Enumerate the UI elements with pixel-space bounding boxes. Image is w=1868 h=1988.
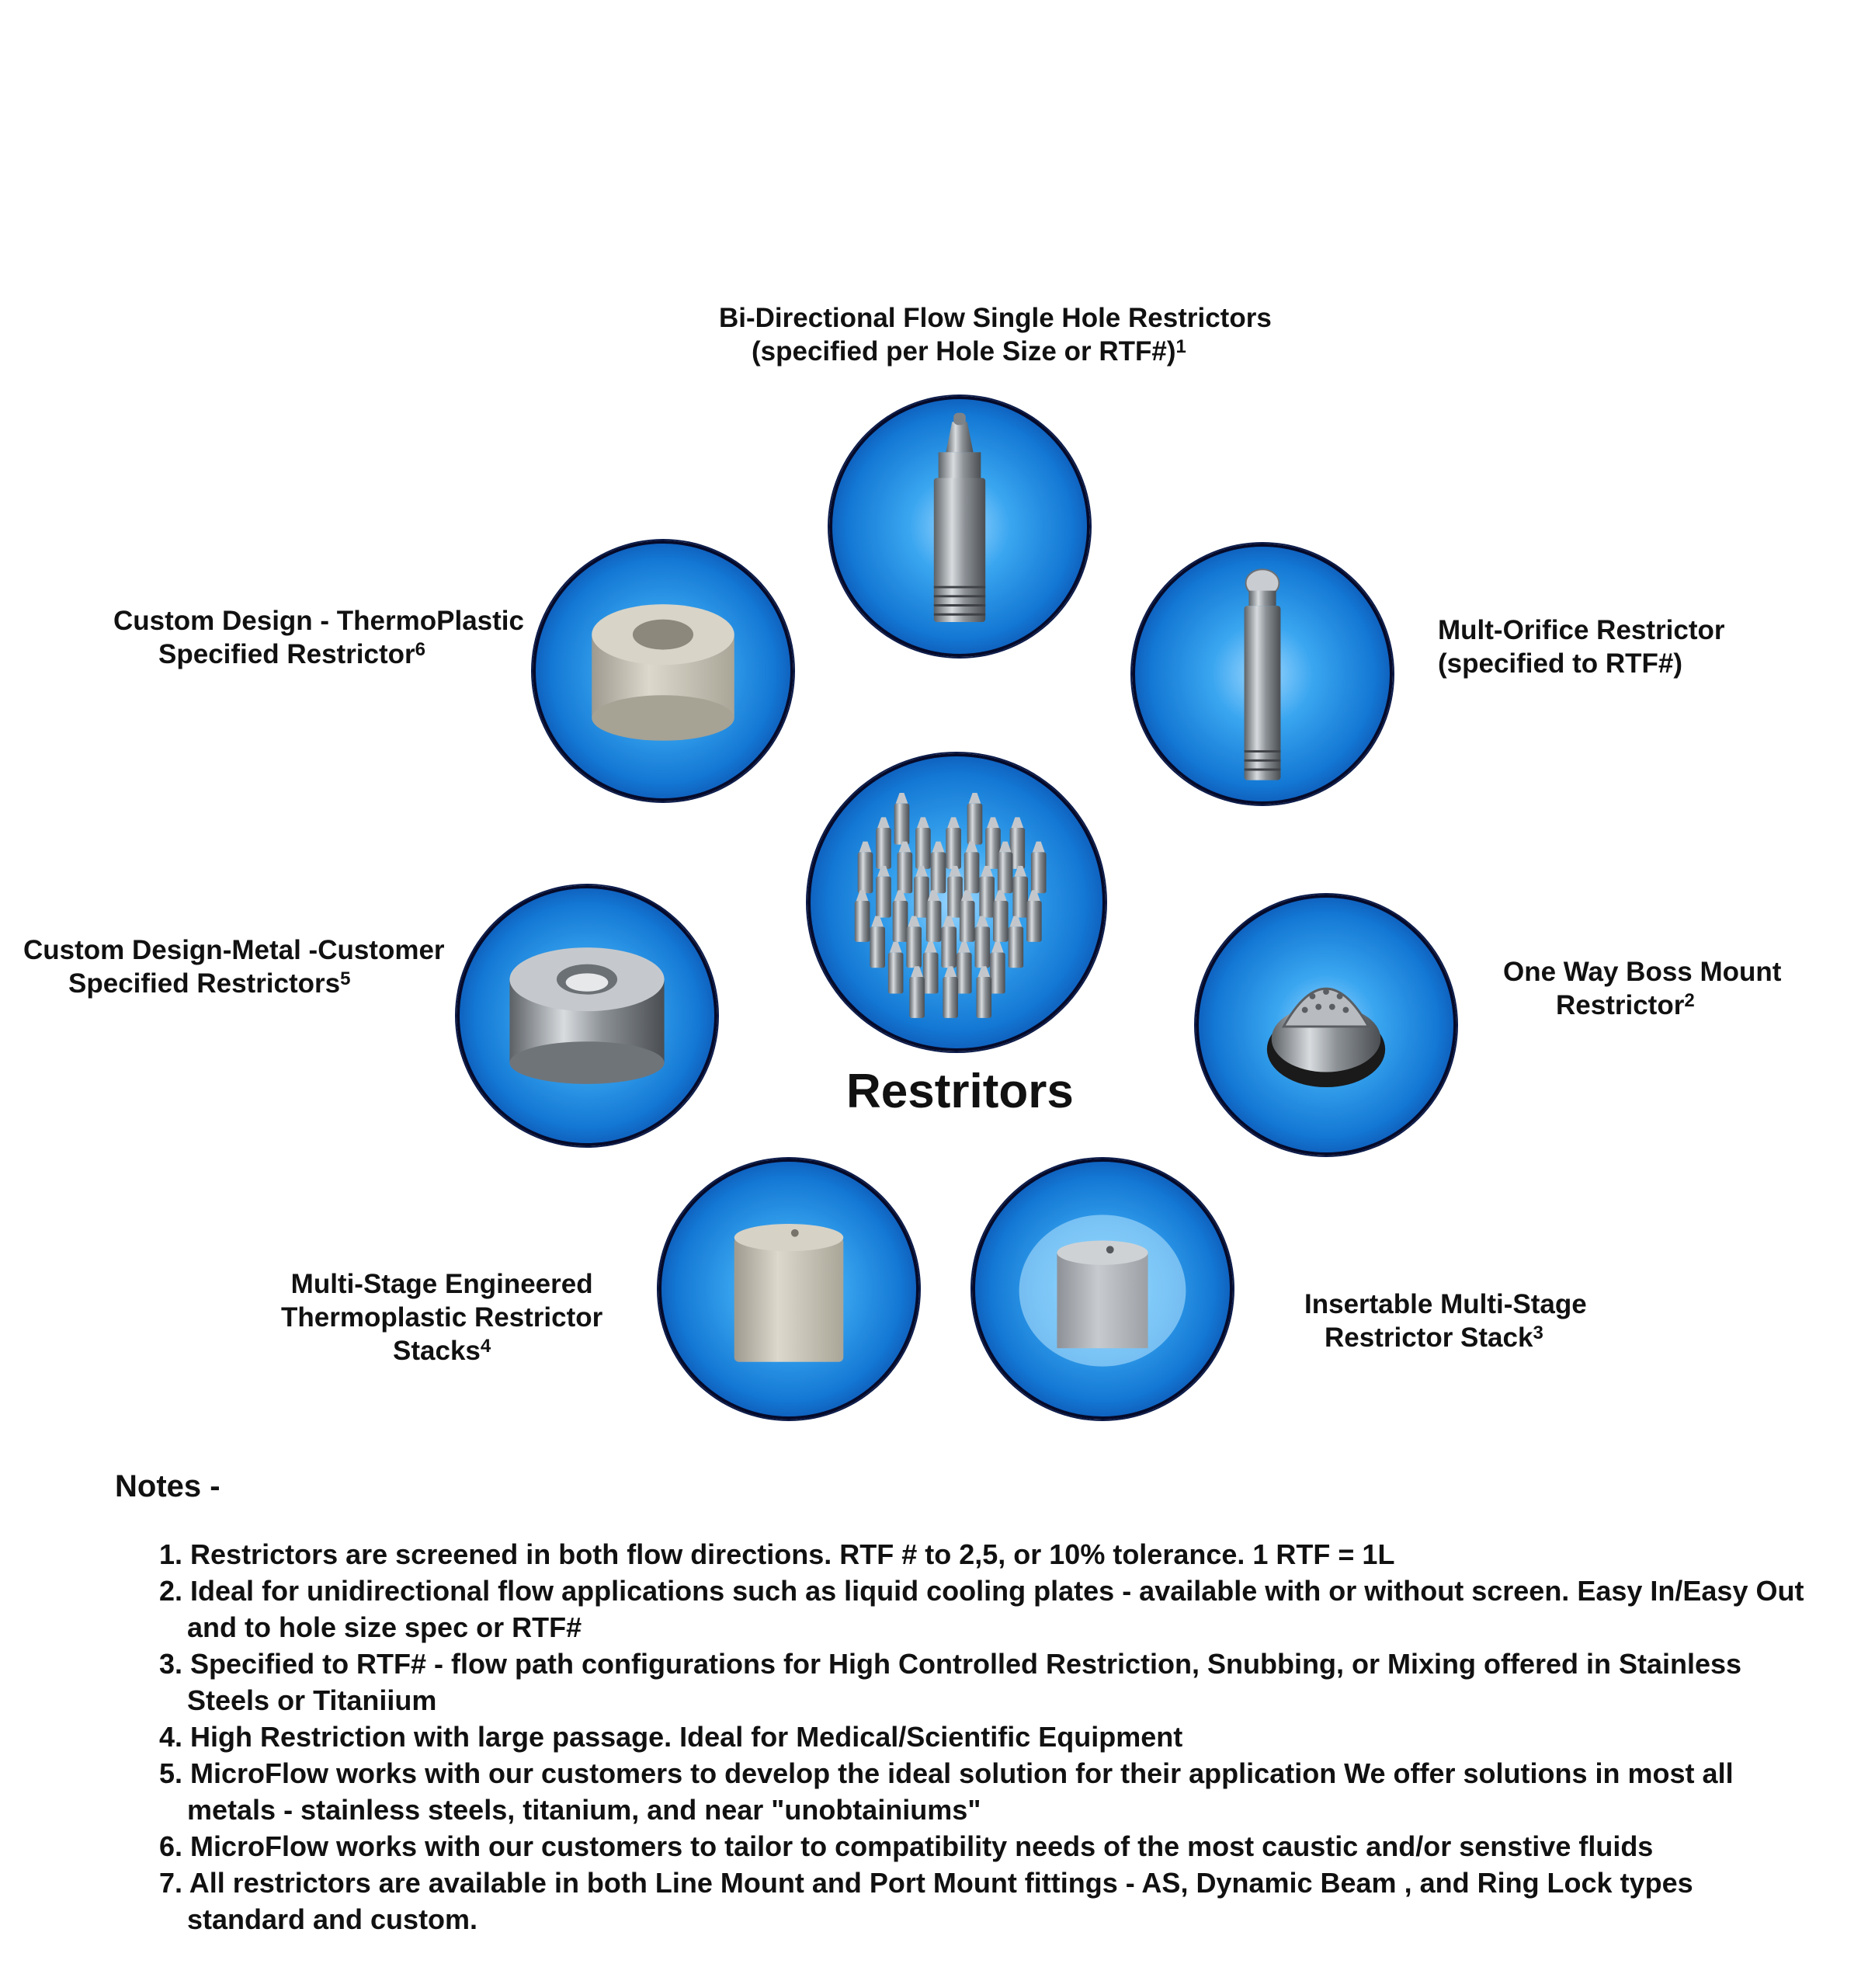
pin-icon bbox=[967, 793, 983, 845]
metal-ring-icon bbox=[460, 888, 714, 1143]
label-one-way-boss-line1: One Way Boss Mount bbox=[1503, 957, 1782, 987]
note-ref-1: 1 bbox=[1175, 336, 1186, 357]
restrictor-node-multi-orifice bbox=[1132, 544, 1393, 805]
pin-icon bbox=[876, 817, 891, 869]
label-multi-stage-thermoplastic-line2: Thermoplastic Restrictor bbox=[281, 1302, 603, 1333]
pin-icon bbox=[1012, 866, 1028, 918]
restrictor-node-custom-metal bbox=[457, 885, 717, 1146]
label-custom-thermoplastic-line2: Specified Restrictor bbox=[158, 639, 415, 669]
label-bi-directional-line2: (specified per Hole Size or RTF#) bbox=[752, 336, 1176, 367]
pin-icon bbox=[946, 817, 961, 869]
note-item: 4. High Restriction with large passage. Ideal for Medical/Scientific Equipment bbox=[159, 1721, 1183, 1753]
note-ref-6: 6 bbox=[415, 639, 426, 660]
note-ref-5: 5 bbox=[340, 968, 351, 989]
pin-icon bbox=[909, 966, 925, 1018]
note-item: 3. Specified to RTF# - flow path configurations for High Controlled Restriction, Snubbing, or Mixing offered in Stainless Steels or Titaniium bbox=[159, 1648, 1742, 1716]
boss-mount-icon bbox=[1199, 898, 1453, 1152]
pin-icon bbox=[931, 842, 946, 894]
label-bi-directional-line1: Bi-Directional Flow Single Hole Restrictors bbox=[719, 303, 1272, 333]
pin-icon bbox=[976, 966, 991, 1018]
pin-icon bbox=[964, 842, 980, 894]
pin-icon bbox=[858, 842, 873, 894]
pin-icon bbox=[898, 842, 913, 894]
pin-icon bbox=[975, 916, 991, 968]
pin-icon bbox=[1031, 842, 1047, 894]
pin-icon bbox=[993, 890, 1009, 942]
center-title: Restritors bbox=[846, 1065, 1074, 1118]
thermoplastic-stack-icon bbox=[661, 1162, 916, 1416]
restrictor-node-bi-directional bbox=[829, 396, 1090, 657]
pin-icon bbox=[915, 817, 931, 869]
plastic-ring-icon bbox=[536, 544, 790, 798]
label-custom-metal-line2: Specified Restrictors bbox=[68, 968, 341, 999]
restrictor-node-insertable-stack bbox=[972, 1159, 1233, 1420]
label-insertable-stack bbox=[1304, 1288, 1587, 1354]
pin-icon bbox=[941, 916, 957, 968]
note-ref-3: 3 bbox=[1533, 1322, 1543, 1343]
label-multi-orifice-line2: (specified to RTF#) bbox=[1438, 648, 1683, 679]
label-insertable-stack-line1: Insertable Multi-Stage bbox=[1304, 1289, 1587, 1319]
restrictor-node-one-way-boss bbox=[1196, 895, 1457, 1156]
pin-icon bbox=[876, 866, 891, 918]
note-ref-4: 4 bbox=[480, 1336, 491, 1357]
pin-icon bbox=[990, 942, 1005, 994]
pin-array-icon bbox=[811, 756, 1102, 1048]
note-item: 6. MicroFlow works with our customers to tailor to compatibility needs of the most caustic and/or senstive fluids bbox=[159, 1830, 1654, 1862]
restrictor-node-multi-stage-thermoplastic bbox=[658, 1159, 919, 1420]
cylinder-restrictor-icon bbox=[832, 399, 1087, 654]
label-custom-thermoplastic bbox=[113, 604, 524, 671]
label-multi-stage-thermoplastic-line1: Multi-Stage Engineered bbox=[290, 1269, 593, 1299]
label-insertable-stack-line2: Restrictor Stack bbox=[1325, 1322, 1533, 1353]
pin-icon bbox=[855, 890, 870, 942]
label-one-way-boss bbox=[1503, 955, 1781, 1022]
label-custom-thermoplastic-line1: Custom Design - ThermoPlastic bbox=[113, 606, 524, 636]
label-bi-directional bbox=[719, 301, 1272, 368]
note-ref-2: 2 bbox=[1684, 990, 1695, 1011]
pin-icon bbox=[888, 942, 904, 994]
label-custom-metal bbox=[23, 933, 445, 1000]
pin-icon bbox=[1026, 890, 1042, 942]
pin-icon bbox=[957, 942, 972, 994]
pin-icon bbox=[893, 890, 908, 942]
notes-list bbox=[159, 1536, 1813, 1938]
label-one-way-boss-line2: Restrictor bbox=[1556, 990, 1685, 1020]
pin-icon bbox=[1009, 916, 1024, 968]
pin-icon bbox=[870, 916, 885, 968]
pin-icon bbox=[894, 793, 910, 845]
pin-icon bbox=[923, 942, 939, 994]
restrictor-node-custom-thermoplastic bbox=[533, 540, 793, 801]
pin-icon bbox=[943, 966, 958, 1018]
label-custom-metal-line1: Custom Design-Metal -Customer bbox=[23, 935, 445, 965]
note-item: 5. MicroFlow works with our customers to develop the ideal solution for their application We offer solutions in most all metals - stainless steels, titanium, and near "unobtainiums" bbox=[159, 1757, 1734, 1826]
pin-icon bbox=[979, 866, 995, 918]
note-item: 7. All restrictors are available in both Line Mount and Port Mount fittings - AS, Dynamic Beam , and Ring Lock types standard and custom. bbox=[159, 1867, 1693, 1935]
label-multi-stage-thermoplastic-line3: Stacks bbox=[393, 1336, 481, 1366]
notes-heading: Notes - bbox=[115, 1469, 220, 1503]
stack-block-icon bbox=[975, 1162, 1230, 1416]
screened-restrictor-icon bbox=[1135, 547, 1390, 801]
restrictor-node-center bbox=[807, 753, 1106, 1051]
note-item: 2. Ideal for unidirectional flow applications such as liquid cooling plates - available with or without screen. Easy In/Easy Out and to hole size spec or RTF# bbox=[159, 1575, 1804, 1643]
label-multi-orifice-line1: Mult-Orifice Restrictor bbox=[1438, 615, 1725, 645]
pin-icon bbox=[906, 916, 922, 968]
note-item: 1. Restrictors are screened in both flow directions. RTF # to 2,5, or 10% tolerance. 1 RTF = 1L bbox=[159, 1538, 1395, 1570]
label-multi-orifice bbox=[1438, 613, 1725, 680]
label-multi-stage-thermoplastic bbox=[281, 1267, 602, 1368]
